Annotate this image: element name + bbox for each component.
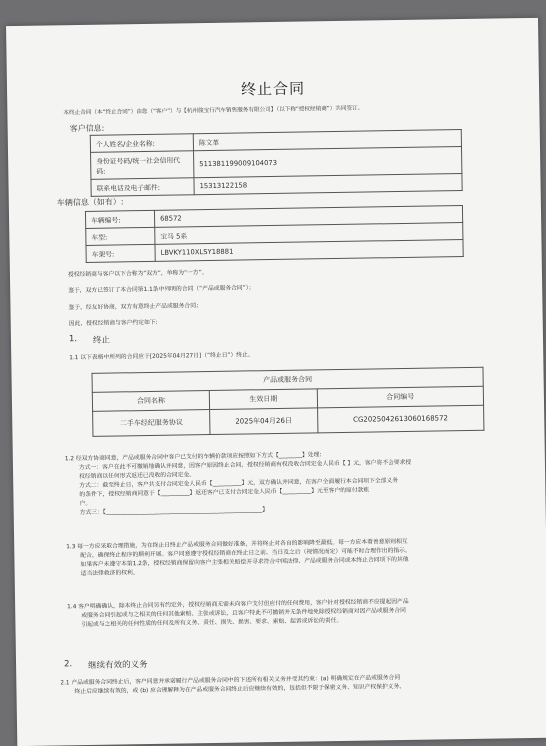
parties-line: 授权经销商与客户以下合称为“双方”，单称为“一方”。 — [67, 270, 208, 279]
clause-1-3 — [66, 538, 411, 579]
table-cell: 车辆编号: — [85, 210, 154, 228]
whereas-line-1: 鉴于，双方已签订了本合同第1.1条中列明的合同（“产品或服务合同”）； — [68, 285, 255, 295]
clause-line: 方式一：客户在此不可撤销地确认并同意，因客户原因终止合同，授权经销商有权没收合同定金人民币【 】元，客户将不会要求授 — [78, 459, 412, 472]
vehicle-info-table — [85, 205, 464, 263]
therefore-line: 因此，授权经销商与客户约定如下: — [68, 319, 158, 328]
customer-info-table — [90, 129, 463, 197]
clause-1-1: 1.1 以下表格中所列的合同应于[2025年04月27日]（“终止日”）终止。 — [69, 352, 254, 362]
section-1-number: 1. — [68, 334, 78, 345]
clause-line: 1.3 每一方应采取合理措施，为在终止日终止产品或服务合同做好准备，并将终止对各自的影响降至最低。每一方应本着善意原则相互 — [66, 538, 408, 551]
table-cell: CG2025042613060168572 — [317, 405, 484, 433]
clause-line: 如果客户未遵守本第1.2条，授权经销商保留向客户主张相关赔偿并寻求符合中国法律、产品或服务合同或本终止合同项下的其他 — [80, 556, 409, 569]
clause-line: 配合，确保终止程序的顺利开展。客户同意遵守授权经销商在终止日之前、当日及之后（视情况而定）可能不时合理作出的指示。 — [80, 547, 411, 560]
table-header: 合同名称 — [92, 391, 209, 412]
table-cell: 2025年04月26日 — [210, 408, 318, 435]
clause-line: 1.4 客户明确确认，除本终止合同另有约定外，授权经销商无需未向客户支付但应付的任何费用，客户针对授权经销商不应提起因产品 — [67, 598, 409, 611]
clause-line: 1.2 经双方协商同意，产品或服务合同中客户已支付的车辆价款项应按照如下方式【________】处理: — [64, 452, 322, 463]
clause-line: 或服务合同引起或与之相关的任何其他索赔、主张或诉讼，且客户特此不可撤销并无条件地免除授权经销商对因产品或服务合同 — [81, 607, 406, 620]
section-2-title: 继续有效的义务 — [88, 660, 148, 671]
table-cell: 联系电话及电子邮件: — [91, 178, 194, 197]
section-2-number: 2. — [63, 659, 73, 670]
clause-line: 终止后应继续有效的，或 (b) 应合理解释为在产品或服务合同终止后应继续有效的，包括但不限于保密义务、知识产权保护义务、 — [74, 683, 406, 696]
clause-2-1 — [60, 674, 405, 697]
table-cell: 68572 — [154, 206, 462, 228]
vehicle-info-heading: 车辆信息（如有）: — [56, 197, 124, 208]
section-1-title: 终止 — [92, 335, 111, 346]
table-cell: 二手车经纪服务协议 — [93, 410, 211, 437]
table-cell: 车架号: — [86, 244, 155, 262]
table-cell: 个人姓名/企业名称: — [90, 134, 193, 153]
clause-line: 方式三：【______________________________________________________】 — [79, 507, 269, 517]
clause-line: 引起或与之相关的任何性质的任何及所有义务、责任、损失、损害、要求、索赔、起诉或诉讼的责任。 — [81, 617, 343, 629]
contract-page — [6, 18, 546, 746]
page-title: 终止合同 — [240, 79, 306, 99]
table-cell: LBVKY110XLSY18881 — [155, 240, 463, 262]
table-header: 生效日期 — [209, 389, 317, 410]
contract-table — [91, 367, 484, 437]
intro-text: 本终止合同（本“终止合同”）由您（“客户”）与【杭州骏宝行汽车销售服务有限公司】（以下称“授权经销商”）共同签订。 — [63, 105, 364, 117]
table-cell: 陈文革 — [193, 130, 461, 151]
clause-line: 户。 — [79, 500, 92, 508]
clause-1-4 — [67, 598, 409, 630]
whereas-line-2: 鉴于，经友好协商，双方有意终止产品或服务合同； — [68, 303, 202, 312]
table-cell: 15313122158 — [194, 174, 462, 195]
clause-line: 方式二：截至终止日，客户共支付合同定金人民币【__________】元，双方确认并同意，在客户全面履行本合同项下全部义务 — [79, 478, 399, 490]
customer-info-heading: 客户信息: — [69, 123, 105, 134]
table-cell: 宝马 5系 — [155, 223, 463, 245]
table-row — [93, 405, 484, 436]
clause-line: 的条件下，授权经销商同意于【__________】返还客户已支付合同定金人民币【__________】元至客户的原付款账 — [79, 487, 370, 499]
table-cell: 车型: — [86, 227, 155, 245]
table-cell: 511381199009104073 — [194, 147, 462, 178]
table-cell: 身份证号码/统一社会信用代码: — [91, 151, 194, 180]
table-header: 合同编号 — [317, 386, 484, 408]
clause-line: 2.1 产品或服务合同终止后，客户同意并承诺履行产品或服务合同中的下述所有相关义务并受其约束：(a) 明确规定在产品或服务合同 — [60, 675, 401, 687]
clause-line: 适当法律救济的权利。 — [80, 570, 139, 578]
clause-line: 权经销商以任何形式返还已没收的合同定金。 — [79, 472, 196, 481]
clause-1-2 — [65, 450, 412, 518]
table-caption: 产品或服务合同 — [92, 367, 483, 392]
